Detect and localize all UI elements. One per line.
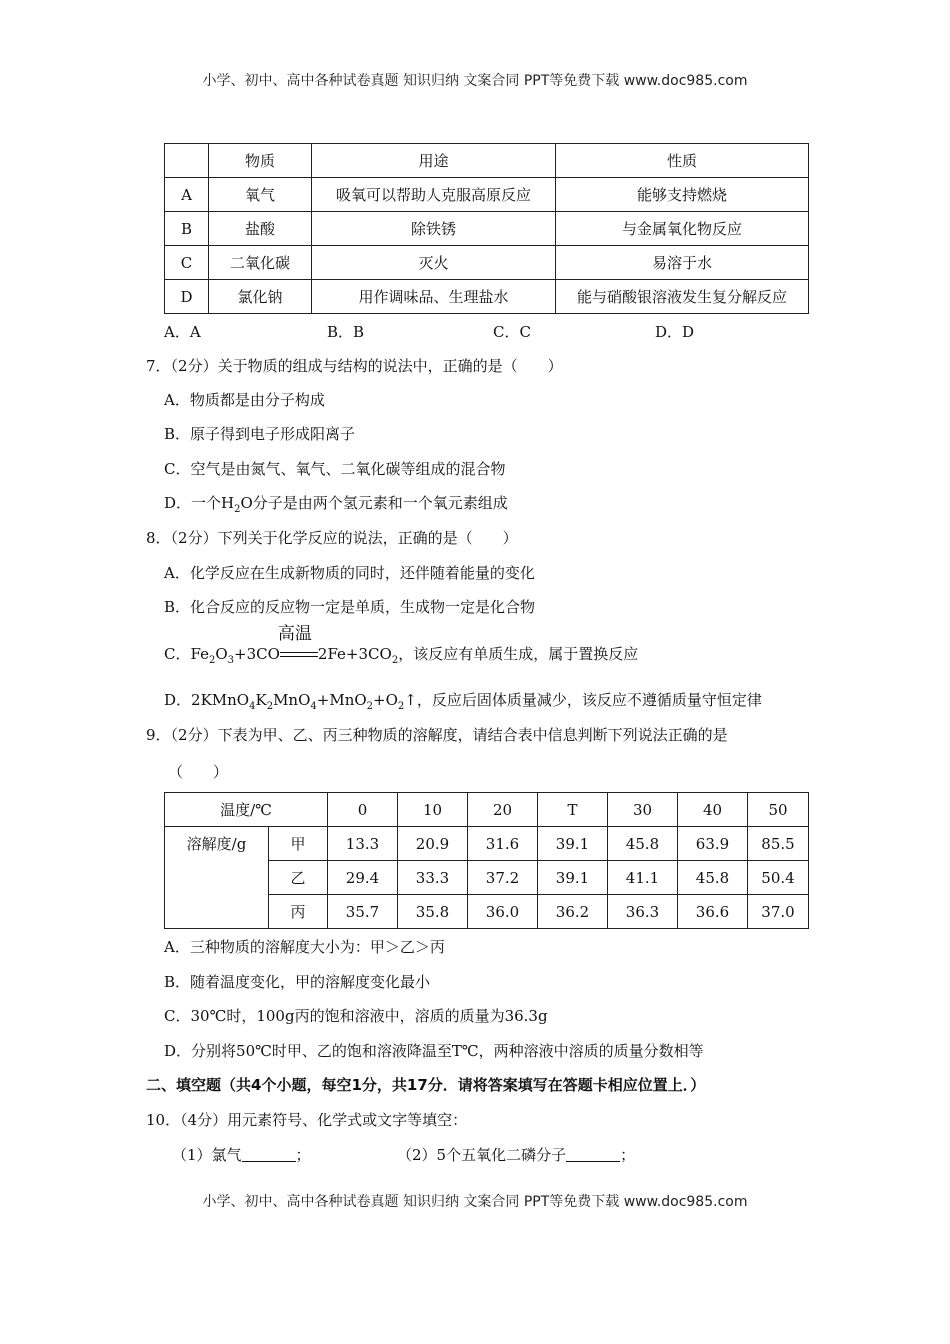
page-header: 小学、初中、高中各种试卷真题 知识归纳 文案合同 PPT等免费下载 www.doc985.com	[202, 73, 748, 89]
table-row	[165, 178, 809, 212]
table-cell: 36.6	[678, 895, 748, 929]
q8-c-text: C．Fe	[164, 645, 209, 663]
table-cell: 灭火	[312, 246, 556, 280]
table-cell: 二氧化碳	[209, 246, 312, 280]
q7-option-d	[164, 493, 508, 520]
table-header: 温度/℃	[165, 793, 328, 827]
q8-d-text: +MnO	[316, 691, 367, 709]
q8-stem: 8．（2分）下列关于化学反应的说法，正确的是（ ）	[146, 529, 518, 547]
q6-option-d: D．D	[655, 323, 695, 341]
table-cell: 丙	[269, 895, 328, 929]
table-cell: 易溶于水	[556, 246, 809, 280]
q7-stem: 7．（2分）关于物质的组成与结构的说法中，正确的是（ ）	[146, 357, 563, 375]
answer-blank[interactable]	[566, 1147, 620, 1162]
page-footer: 小学、初中、高中各种试卷真题 知识归纳 文案合同 PPT等免费下载 www.doc985.com	[202, 1194, 748, 1210]
table-cell: C	[165, 246, 209, 280]
q8-c-text: ，该反应有单质生成，属于置换反应	[398, 645, 639, 663]
table-header: 溶解度/g	[165, 827, 269, 929]
table-cell: 35.8	[398, 895, 468, 929]
table-cell: 氯化钠	[209, 280, 312, 314]
q9-option-a: A．三种物质的溶解度大小为：甲＞乙＞丙	[164, 938, 445, 956]
table-row	[165, 827, 809, 861]
q6-option-c: C．C	[493, 323, 531, 341]
q7-option-c: C．空气是由氮气、氧气、二氧化碳等组成的混合物	[164, 460, 506, 478]
table-cell: 37.0	[748, 895, 809, 929]
q10-part2	[397, 1145, 635, 1165]
table-header: 性质	[556, 144, 809, 178]
table-cell: 乙	[269, 861, 328, 895]
q9-stem: 9．（2分）下表为甲、乙、丙三种物质的溶解度，请结合表中信息判断下列说法正确的是	[146, 726, 728, 744]
subscript: 2	[208, 655, 216, 666]
table-cell: 盐酸	[209, 212, 312, 246]
table-cell: 能够支持燃烧	[556, 178, 809, 212]
table-cell: 41.1	[608, 861, 678, 895]
q8-option-b: B．化合反应的反应物一定是单质，生成物一定是化合物	[164, 598, 536, 616]
separator: ；	[295, 1146, 311, 1164]
subscript: 2	[234, 504, 241, 515]
table-cell: 63.9	[678, 827, 748, 861]
answer-blank[interactable]	[242, 1147, 296, 1162]
table-row	[165, 246, 809, 280]
substance-table	[164, 143, 809, 314]
table-cell: 36.0	[468, 895, 538, 929]
q9-option-d: D．分别将50℃时甲、乙的饱和溶液降温至T℃，两种溶液中溶质的质量分数相等	[164, 1042, 704, 1060]
subscript: 2	[391, 655, 399, 666]
table-cell: 45.8	[608, 827, 678, 861]
q6-option-b: B．B	[327, 323, 365, 341]
table-cell: 甲	[269, 827, 328, 861]
table-header: 40	[678, 793, 748, 827]
table-row	[165, 793, 809, 827]
table-cell: 50.4	[748, 861, 809, 895]
q10-stem: 10．（4分）用元素符号、化学式或文字等填空：	[146, 1111, 468, 1129]
table-header: 0	[328, 793, 398, 827]
table-cell: 36.3	[608, 895, 678, 929]
q8-option-c	[164, 624, 639, 671]
q8-option-d: D．$2KMnO_4K_2MnO_4+MnO_2+O_2↑$，反应后固体质量减少，该反应不遵循质量守恒定律	[164, 691, 762, 712]
table-cell: 13.3	[328, 827, 398, 861]
table-cell: D	[165, 280, 209, 314]
q7-d-text: O分子是由两个氢元素和一个氧元素组成	[240, 494, 508, 512]
table-header: 30	[608, 793, 678, 827]
table-cell: 能与硝酸银溶液发生复分解反应	[556, 280, 809, 314]
table-cell: 氧气	[209, 178, 312, 212]
separator: ；	[620, 1146, 636, 1164]
q7-option-b: B．原子得到电子形成阳离子	[164, 425, 356, 443]
q7-option-a: A．物质都是由分子构成	[164, 391, 325, 409]
table-row	[165, 144, 809, 178]
table-cell: A	[165, 178, 209, 212]
table-cell	[165, 144, 209, 178]
q10-part2-label: （2）5个五氧化二磷分子	[397, 1146, 567, 1164]
reaction-condition: 高温	[277, 624, 312, 644]
subscript: 3	[227, 655, 235, 666]
table-header: 物质	[209, 144, 312, 178]
table-cell: 吸氧可以帮助人克服高原反应	[312, 178, 556, 212]
q8-c-text: +3CO	[234, 645, 280, 663]
q8-c-text: O	[215, 645, 228, 663]
table-header: 50	[748, 793, 809, 827]
q8-option-a: A．化学反应在生成新物质的同时，还伴随着能量的变化	[164, 564, 535, 582]
q9-option-c: C．30℃时，100g丙的饱和溶液中，溶质的质量为36.3g	[164, 1007, 548, 1025]
table-cell: 用作调味品、生理盐水	[312, 280, 556, 314]
table-cell: 35.7	[328, 895, 398, 929]
table-header: 10	[398, 793, 468, 827]
reaction-equals-sign	[277, 624, 318, 664]
table-header: 20	[468, 793, 538, 827]
q9-option-b: B．随着温度变化，甲的溶解度变化最小	[164, 973, 431, 991]
q8-d-text: K	[255, 691, 267, 709]
q8-d-text: +O	[373, 691, 398, 709]
table-cell: 除铁锈	[312, 212, 556, 246]
q8-c-text: 2Fe+3CO	[317, 645, 392, 663]
table-cell: B	[165, 212, 209, 246]
q8-d-text: MnO	[273, 691, 311, 709]
table-cell: 与金属氧化物反应	[556, 212, 809, 246]
table-cell: 85.5	[748, 827, 809, 861]
table-cell: 20.9	[398, 827, 468, 861]
table-cell: 31.6	[468, 827, 538, 861]
q10-part1	[172, 1145, 311, 1165]
q8-d-text: D．2KMnO	[164, 691, 250, 709]
table-header: 用途	[312, 144, 556, 178]
solubility-table	[164, 792, 809, 929]
table-cell: 37.2	[468, 861, 538, 895]
q10-part1-label: （1）氯气	[172, 1146, 242, 1164]
q7-d-text: D．一个H	[164, 494, 235, 512]
table-cell: 45.8	[678, 861, 748, 895]
table-cell: 33.3	[398, 861, 468, 895]
table-header: T	[538, 793, 608, 827]
table-cell: 36.2	[538, 895, 608, 929]
q8-d-text: ↑，反应后固体质量减少，该反应不遵循质量守恒定律	[404, 691, 762, 709]
table-row	[165, 280, 809, 314]
table-cell: 39.1	[538, 827, 608, 861]
table-cell: 29.4	[328, 861, 398, 895]
section-title: 二、填空题（共4个小题，每空1分，共17分．请将答案填写在答题卡相应位置上．）	[146, 1076, 706, 1094]
q6-option-a: A．A	[164, 323, 201, 341]
table-cell: 39.1	[538, 861, 608, 895]
q9-paren: （ ）	[168, 763, 229, 781]
table-row	[165, 212, 809, 246]
